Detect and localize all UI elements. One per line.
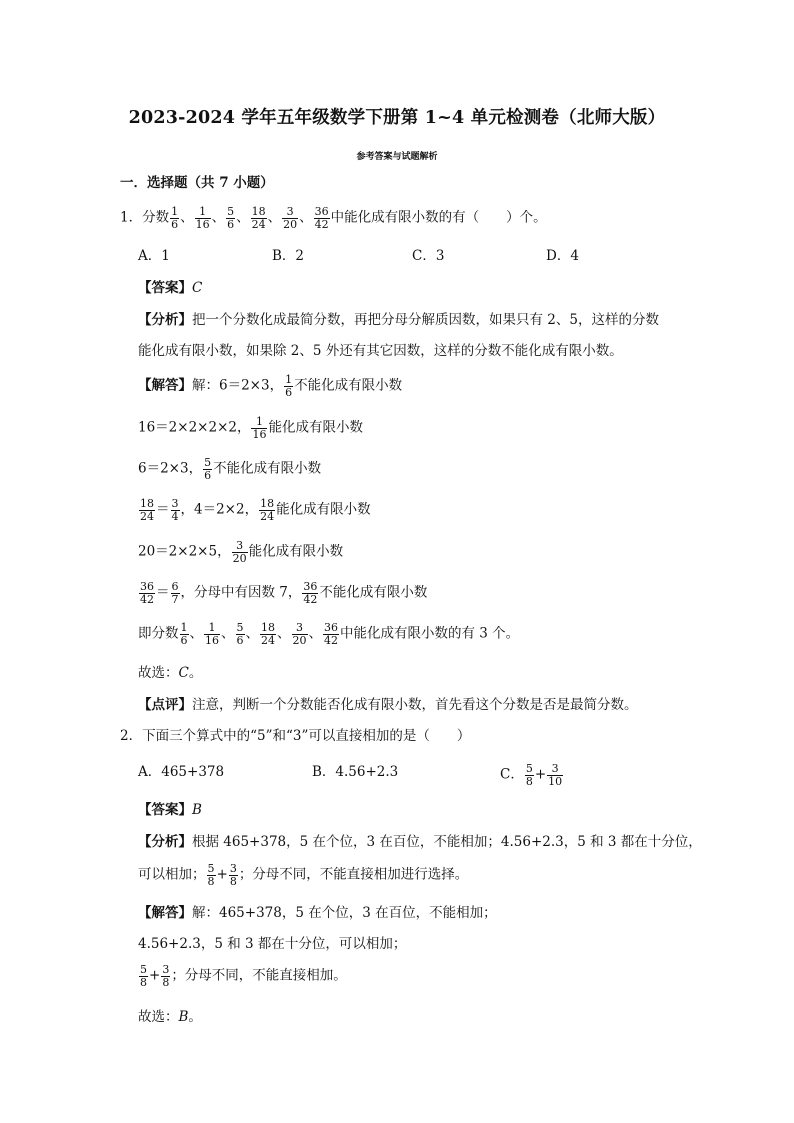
fraction: $\frac{3}{8}$ [229, 862, 237, 888]
fraction: $\frac{1}{6}$ [171, 205, 179, 231]
fraction: $\frac{3}{20}$ [292, 621, 307, 647]
q2-analysis-line1: 【分析】根据 465+378，5 在个位，3 在百位，不能相加；4.56+2.3，5 和 3 都在十分位， [138, 834, 702, 850]
fraction: $\frac{1}{6}$ [285, 373, 293, 399]
q2-answer: 【答案】B [138, 802, 202, 818]
fraction: $\frac{6}{7}$ [171, 580, 179, 606]
q1-solution-line1: 【解答】解：6＝2×3， $\frac{1}{6}$ 不能化成有限小数 [138, 373, 403, 399]
fraction: $\frac{36}{42}$ [324, 621, 338, 647]
fraction: $\frac{5}{8}$ [207, 862, 215, 888]
page-subtitle: 参考答案与试题解析 [356, 152, 438, 162]
q1-option-b: B．2 [272, 248, 305, 264]
section-heading: 一．选择题（共 7 小题） [120, 175, 274, 191]
q2-solution-line3: $\frac{5}{8}$ + $\frac{3}{8}$ ；分母不同，不能直接相加。 [140, 963, 347, 989]
fraction: $\frac{1}{16}$ [195, 205, 210, 231]
fraction: $\frac{3}{4}$ [171, 497, 179, 523]
fraction: $\frac{5}{6}$ [236, 621, 244, 647]
q2-choose: 故选：B。 [138, 1009, 202, 1025]
fraction: $\frac{18}{24}$ [261, 621, 275, 647]
fraction: $\frac{3}{20}$ [283, 205, 298, 231]
q1-analysis-line2: 能化成有限小数，如果除 2、5 外还有其它因数，这样的分数不能化成有限小数。 [138, 343, 623, 359]
fraction: $\frac{3}{10}$ [548, 762, 563, 788]
q1-solution-line5: 20＝2×2×5， $\frac{3}{20}$ 能化成有限小数 [138, 539, 344, 565]
fraction: $\frac{3}{20}$ [232, 539, 247, 565]
q1-option-a: A．1 [138, 248, 170, 264]
fraction: $\frac{36}{42}$ [314, 205, 329, 231]
q1-solution-line3: 6＝2×3， $\frac{5}{6}$ 不能化成有限小数 [138, 456, 322, 482]
fraction: $\frac{5}{6}$ [227, 205, 235, 231]
q1-option-c: C．3 [412, 248, 445, 264]
q2-option-b: B．4.56+2.3 [312, 764, 399, 780]
q1-solution-line7: 即分数 $\frac{1}{6}$ 、 $\frac{1}{16}$ 、 $\frac{5}{6}$ 、 $\frac{18}{24}$ 、 $\frac{3}{20}$ 、 $\frac{36}{42}$ 中能化成有限小数的有 3 个。 [138, 621, 520, 647]
q2-option-a: A．465+378 [138, 764, 225, 780]
fraction: $\frac{18}{24}$ [260, 497, 275, 523]
page-title: 2023-2024 学年五年级数学下册第 1~4 单元检测卷（北师大版） [128, 108, 666, 128]
q1-stem: 1．分数 $\frac{1}{6}$ 、 $\frac{1}{16}$ 、 $\frac{5}{6}$ 、 $\frac{18}{24}$ 、 $\frac{3}{20}$ 、 $\frac{36}{42}$ 中能化成有限小数的有（ ）个。 [120, 205, 547, 231]
q2-solution-line2: 4.56+2.3，5 和 3 都在十分位，可以相加； [138, 936, 407, 952]
q1-stem-suffix: 中能化成有限小数的有（ ）个。 [330, 209, 547, 226]
q2-option-c: C． $\frac{5}{8}$ + $\frac{3}{10}$ [500, 762, 563, 788]
q2-stem: 2．下面三个算式中的“5”和“3”可以直接相加的是（ ） [120, 728, 471, 744]
q1-answer: 【答案】C [138, 280, 203, 296]
q1-solution-line2: 16＝2×2×2×2， $\frac{1}{16}$ 能化成有限小数 [138, 415, 363, 441]
q1-solution-line6: $\frac{36}{42}$ ＝ $\frac{6}{7}$ ，分母中有因数 7， $\frac{36}{42}$ 不能化成有限小数 [140, 580, 428, 606]
fraction: $\frac{5}{8}$ [140, 963, 147, 989]
fraction: $\frac{18}{24}$ [251, 205, 266, 231]
fraction: $\frac{36}{42}$ [303, 580, 318, 606]
fraction: $\frac{1}{6}$ [180, 621, 188, 647]
fraction: $\frac{5}{8}$ [525, 762, 533, 788]
q1-analysis-line1: 【分析】把一个分数化成最简分数，再把分母分解质因数，如果只有 2、5，这样的分数 [138, 312, 659, 328]
q1-option-d: D．4 [546, 248, 579, 264]
fraction: $\frac{18}{24}$ [140, 497, 154, 523]
q1-stem-prefix: 1．分数 [120, 209, 170, 226]
fraction: $\frac{1}{16}$ [252, 415, 267, 441]
fraction: $\frac{5}{6}$ [204, 456, 212, 482]
fraction: $\frac{1}{16}$ [205, 621, 219, 647]
fraction: $\frac{36}{42}$ [140, 580, 154, 606]
q2-solution-line1: 【解答】解：465+378，5 在个位，3 在百位，不能相加； [138, 905, 497, 921]
q1-choose: 故选：C。 [138, 665, 203, 681]
q1-solution-line4: $\frac{18}{24}$ ＝ $\frac{3}{4}$ ，4＝2×2， $\frac{18}{24}$ 能化成有限小数 [140, 497, 371, 523]
q1-comment: 【点评】注意，判断一个分数能否化成有限小数，首先看这个分数是否是最简分数。 [138, 697, 638, 713]
fraction: $\frac{3}{8}$ [162, 963, 170, 989]
q2-analysis-line2: 可以相加； $\frac{5}{8}$ + $\frac{3}{8}$ ；分母不同，不能直接相加进行选择。 [138, 862, 469, 888]
